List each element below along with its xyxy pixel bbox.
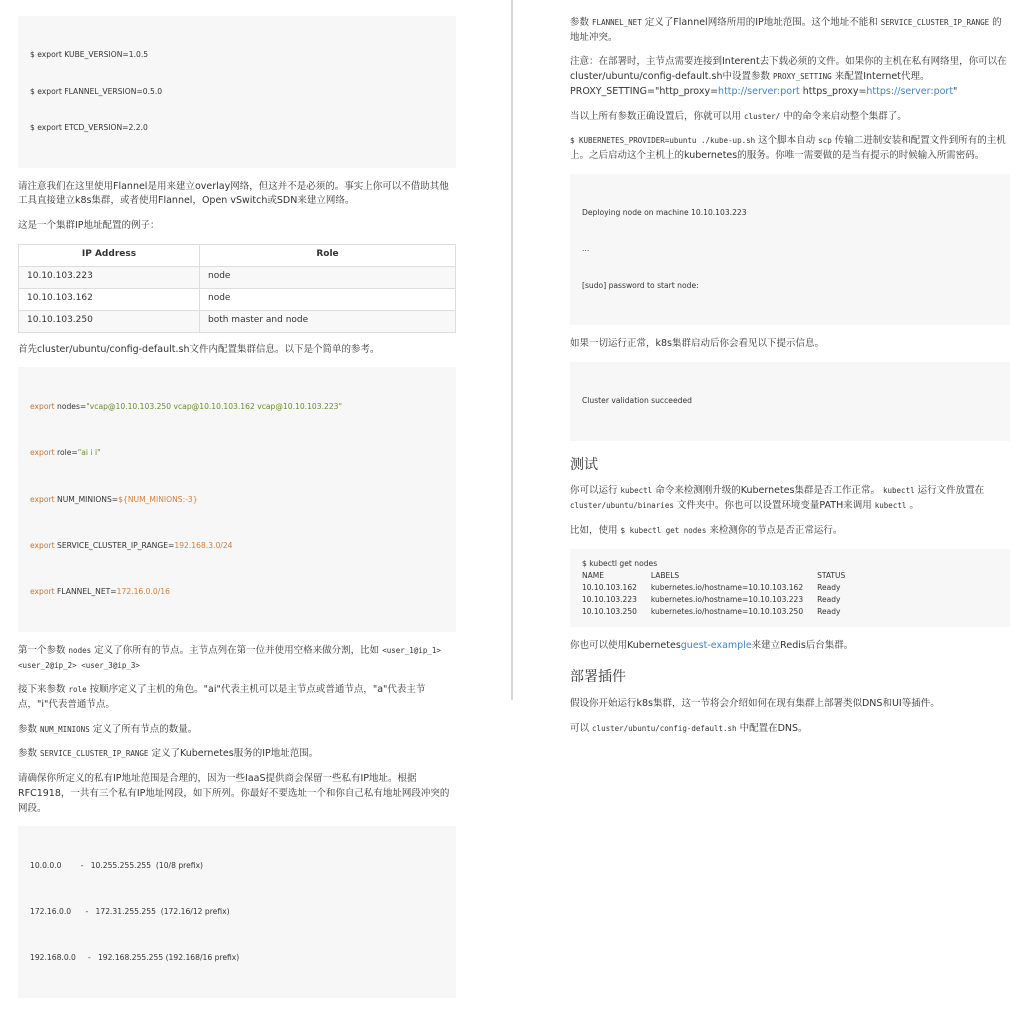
inline-code: kubectl [620,486,653,496]
minions-paragraph [18,723,456,738]
header-role: Role [199,244,455,266]
text: 的地址冲突。 [570,17,1002,43]
left-page [0,0,511,963]
inline-code: FLANNEL_NET [592,18,642,27]
code-keyword: export [30,540,55,550]
output-row [582,606,859,618]
role-paragraph [18,683,456,712]
code-line: 192.168.0.0 - 192.168.255.255 (192.168/16 prefix) [30,953,240,963]
text: 这个脚本自动 [758,135,816,147]
inline-code: SERVICE_CLUSTER_IP_RANGE [40,749,149,759]
guest-example-link[interactable]: guest-example [680,639,752,651]
text: 。 [909,500,919,512]
flannel-net-paragraph [570,16,1010,45]
output-cell: kubernetes.io/hostname=10.10.103.250 [650,606,804,616]
text: 接下来参数 [18,684,66,696]
text: 来检测你的节点是否正常运行。 [709,524,843,536]
inline-code: cluster/ubuntu/binaries [570,501,674,511]
output-cell: Ready [817,594,841,604]
text: 定义了Flannel网络所用的IP地址范围。这个地址不能和 [644,17,878,28]
code-string: ${NUM_MINIONS:-3} [118,494,198,504]
proxy-https-link[interactable]: https://server:port [866,85,954,97]
inline-code: SERVICE_CLUSTER_IP_RANGE [880,18,990,27]
output-cell: kubernetes.io/hostname=10.10.103.162 [650,582,804,592]
text: https_proxy= [799,85,867,97]
cell-role: node [199,266,455,288]
text: 参数 [18,748,38,760]
inline-code: NUM_MINIONS [40,724,90,734]
example-intro: 这是一个集群IP地址配置的例子： [18,219,160,231]
dns-paragraph [570,722,1010,737]
output-cell: 10.10.103.162 [582,582,637,592]
code-keyword: export [30,494,55,504]
inline-code: PROXY_SETTING [773,72,832,82]
validation-code-block [570,362,1010,441]
output-cell: 10.10.103.250 [582,606,637,616]
nodes-output-table [582,570,859,618]
cell-ip: 10.10.103.223 [19,266,200,288]
inline-code: cluster/ [744,111,781,121]
output-header: NAME [582,570,604,580]
code-string: "vcap@10.10.103.250 vcap@10.10.103.162 vcap@10.10.103.223" [86,401,342,411]
output-cell: kubernetes.io/hostname=10.10.103.223 [650,594,804,604]
ip-range-code-block [18,826,456,998]
text: 中配置在DNS。 [739,722,808,734]
text: 比如，使用 [570,524,618,536]
text: 第一个参数 [18,644,66,656]
output-header: STATUS [817,570,846,580]
proxy-note-paragraph [570,55,1010,99]
text: 定义了Kubernetes服务的IP地址范围。 [151,748,319,760]
code-line: Cluster validation succeeded [582,396,692,406]
flannel-paragraph: 请注意我们在这里使用Flannel是用来建立overlay网络，但这并不是必须的。事实上你可以不借助其他工具直接建立k8s集群，或者使用Flannel，Open vSwitch或SDN来建立网络。 [18,180,449,207]
text: 参数 [18,723,38,735]
text: 中的命令来启动整个集群了。 [783,110,907,122]
code-keyword: export [30,448,55,458]
code-line: 172.16.0.0 - 172.31.255.255 (172.16/12 prefix) [30,906,230,916]
text: 文件夹中。你也可以设置环境变量PATH来调用 [676,500,872,512]
code-text: SERVICE_CLUSTER_IP_RANGE= [54,540,175,550]
output-header: LABELS [650,570,680,580]
inline-code: cluster/ubuntu/config-default.sh [592,723,737,733]
text: 你也可以使用Kubernetes [570,639,681,651]
output-cell: Ready [817,582,841,592]
right-page [513,0,1024,734]
get-nodes-code-block [570,549,1010,627]
text: 定义了所有节点的数量。 [92,723,198,735]
cell-role: both master and node [199,310,455,332]
range-paragraph [18,747,456,762]
code-text: NUM_MINIONS= [54,494,119,504]
right-column [570,16,1010,747]
text: 可以 [570,722,590,734]
code-line: Deploying node on machine 10.10.103.223 [582,208,747,218]
private-ip-paragraph: 请确保你所定义的私有IP地址范围是合理的，因为一些IaaS提供商会保留一些私有IP地址。根据RFC1918，一共有三个私有IP地址网段，如下所列。你最好不要选址一个和你自己私有地址网段冲突的网段。 [18,773,450,814]
test-heading: 测试 [570,456,598,473]
code-string: "ai i i" [77,448,101,458]
inline-code: role [68,685,87,695]
output-header-row [582,570,859,582]
code-line [30,447,444,459]
check-nodes-paragraph [570,524,1010,539]
text: 来建立Redis后台集群。 [751,639,854,651]
text: 传输二进制安装和配置文件到所有的主机上。之后启动这个主机上的kubernetes的服务。你唯一需要做的是当有提示的时候输入所需密码。 [570,135,1006,162]
deploy-code-block [570,174,1010,326]
code-line [30,540,444,552]
table-header-row [19,244,456,266]
addons-heading: 部署插件 [570,669,626,686]
table-row [19,310,456,332]
inline-code: kubectl [874,501,907,511]
config-paragraph: 首先cluster/ubuntu/config-default.sh文件内配置集群信息。以下是个简单的参考。 [18,343,380,355]
text: 按顺序定义了主机的角色。"ai"代表主机可以是主节点或普通节点，"a"代表主节点，"i"代表普通节点。 [18,684,426,710]
code-line [30,586,444,598]
text: 你可以运行 [570,485,618,497]
output-row [582,582,859,594]
code-line: [sudo] password to start node: [582,280,699,290]
code-text: FLANNEL_NET= [54,587,117,597]
output-cell: 10.10.103.223 [582,594,637,604]
table-row [19,266,456,288]
inline-code: <user_1@ip_1> <user_2@ip_2> <user_3@ip_3> [18,645,441,670]
code-text: nodes= [54,401,87,411]
inline-code: scp [818,136,832,146]
output-cell: Ready [817,606,841,616]
code-keyword: export [30,401,55,411]
success-paragraph: 如果一切运行正常，k8s集群启动后你会看见以下提示信息。 [570,338,824,350]
config-code-block [18,367,456,631]
inline-code: $ KUBERNETES_PROVIDER=ubuntu ./kube-up.sh [570,136,756,146]
output-row [582,594,859,606]
inline-code: kubectl [883,486,915,496]
text: " [953,85,958,97]
code-line: $ export KUBE_VERSION=1.0.5 [30,50,149,60]
table-row [19,288,456,310]
cell-ip: 10.10.103.162 [19,288,200,310]
code-line: $ export ETCD_VERSION=2.2.0 [30,123,148,133]
text: 当以上所有参数正确设置后，你就可以用 [570,110,742,122]
ip-table [18,244,456,333]
test-paragraph [570,484,1010,513]
code-line [30,494,444,506]
env-code-block [18,16,456,168]
text: 运行文件放置在 [917,485,985,497]
code-line: ... [582,244,590,254]
script-paragraph [570,134,1010,163]
start-paragraph [570,110,1010,125]
code-line: $ kubectl get nodes [582,558,658,568]
text: 参数 [570,17,590,28]
code-keyword: export [30,587,55,597]
inline-code: nodes [68,645,92,655]
left-column [18,16,456,1010]
code-string: 192.168.3.0/24 [174,540,233,550]
text: 注意：在部署时，主节点需要连接到Interent去下载必须的文件。如果你的主机在私有网络里，你可以在cluster/ubuntu/config-default.sh中设置参数 [570,56,1007,83]
addons-paragraph: 假设你开始运行k8s集群，这一节将会介绍如何在现有集群上部署类似DNS和UI等插件。 [570,698,940,710]
code-line: 10.0.0.0 - 10.255.255.255 (10/8 prefix) [30,860,204,870]
header-ip-address: IP Address [19,244,200,266]
cell-role: node [199,288,455,310]
redis-paragraph [570,639,1010,654]
text: 定义了你所有的节点。主节点列在第一位并使用空格来做分割，比如 [94,644,380,656]
inline-code: $ kubectl get nodes [620,525,707,535]
text: 来配置Internet代理。PROXY_SETTING="http_proxy= [570,71,930,97]
text: 命令来检测刚升级的Kubernetes集群是否工作正常。 [655,485,880,497]
code-string: 172.16.0.0/16 [116,587,170,597]
nodes-paragraph [18,644,456,673]
code-text: role= [54,448,78,458]
code-line [30,401,444,413]
code-line: $ export FLANNEL_VERSION=0.5.0 [30,86,163,96]
cell-ip: 10.10.103.250 [19,310,200,332]
proxy-http-link[interactable]: http://server:port [718,85,800,97]
